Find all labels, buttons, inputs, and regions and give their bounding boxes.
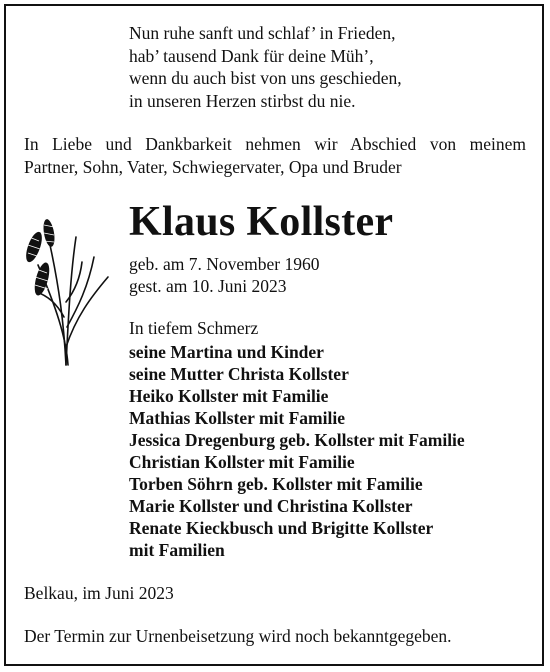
mourner: Renate Kieckbusch und Brigitte Kollster [129, 518, 434, 538]
poem-line: Nun ruhe sanft und schlaf’ in Frieden, [129, 23, 396, 43]
life-dates [129, 253, 320, 297]
place-date: Belkau, im Juni 2023 [24, 583, 174, 603]
poem-line: hab’ tausend Dank für deine Müh’, [129, 45, 374, 66]
birth-date: geb. am 7. November 1960 [129, 254, 320, 274]
mourner: Torben Söhrn geb. Kollster mit Familie [129, 474, 423, 494]
deceased-name: Klaus Kollster [129, 199, 394, 245]
burial-note: Der Termin zur Urnenbeisetzung wird noch bekanntgegeben. [24, 626, 452, 646]
grief-heading: In tiefem Schmerz [129, 318, 259, 338]
intro-text [24, 133, 526, 179]
mourner: mit Familien [129, 540, 225, 560]
death-date: gest. am 10. Juni 2023 [129, 276, 287, 296]
intro-line: In Liebe und Dankbarkeit nehmen wir Abschied von meinem [24, 134, 526, 154]
mourner: seine Martina und Kinder [129, 342, 324, 362]
intro-line: Partner, Sohn, Vater, Schwiegervater, Opa und Bruder [24, 157, 402, 177]
mourners-list [129, 341, 465, 561]
poem-line: in unseren Herzen stirbst du nie. [129, 90, 356, 111]
poem [129, 22, 402, 112]
wheat-icon [16, 207, 112, 367]
mourner: Heiko Kollster mit Familie [129, 386, 329, 406]
mourner: Marie Kollster und Christina Kollster [129, 496, 413, 516]
mourner: seine Mutter Christa Kollster [129, 364, 349, 384]
mourner: Jessica Dregenburg geb. Kollster mit Familie [129, 430, 465, 450]
mourner: Mathias Kollster mit Familie [129, 408, 345, 428]
poem-line: wenn du auch bist von uns geschieden, [129, 68, 402, 88]
mourner: Christian Kollster mit Familie [129, 452, 355, 472]
